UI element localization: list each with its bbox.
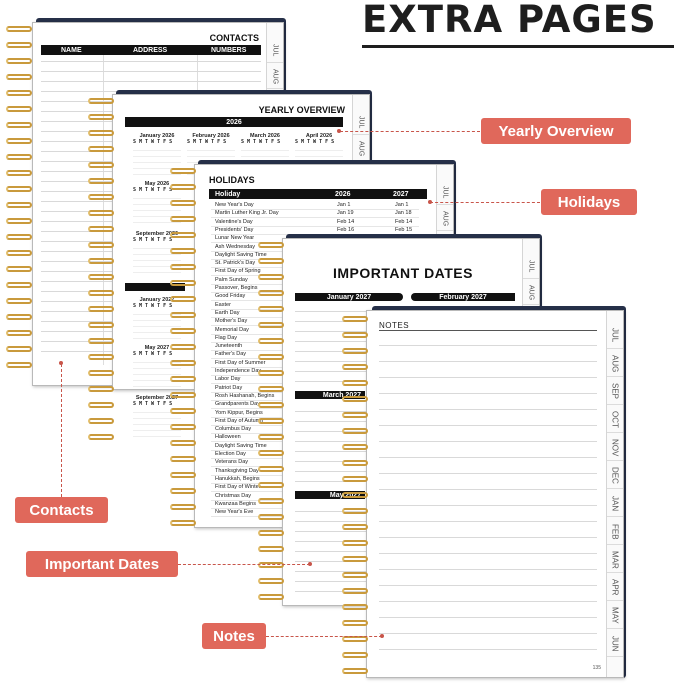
spiral-coil: [342, 652, 368, 658]
yearly-year-bar-2026: [125, 117, 343, 127]
holiday-date-2027: Feb 15: [395, 226, 413, 233]
spiral-coil: [342, 316, 368, 322]
spiral-coil: [258, 354, 284, 360]
ruled-line: [379, 377, 597, 378]
spiral-coil: [170, 456, 196, 462]
callout-holidays-leader: [430, 202, 540, 203]
spiral-coil: [88, 402, 114, 408]
holiday-name: Grandparents Day: [215, 401, 260, 408]
tab-jul[interactable]: JUL: [607, 323, 623, 349]
spiral-coil: [342, 604, 368, 610]
spiral-coil: [170, 328, 196, 334]
important-month-mar-2027: March 2027: [295, 391, 365, 399]
headline: EXTRA PAGES: [362, 0, 657, 41]
spiral-coil: [88, 290, 114, 296]
ruled-line: [379, 345, 597, 346]
spiral-coil: [88, 322, 114, 328]
mini-calendar-title: April 2026: [305, 133, 333, 139]
mini-calendar-title: September 2026: [135, 231, 179, 237]
yearly-spiral: [88, 98, 116, 448]
ruled-line: [379, 601, 597, 602]
holiday-name: Valentine's Day: [215, 218, 253, 225]
spiral-coil: [342, 444, 368, 450]
spiral-coil: [342, 540, 368, 546]
tab-jul[interactable]: JUL: [523, 255, 539, 279]
spiral-coil: [258, 562, 284, 568]
callout-notes-leader: [266, 636, 382, 637]
spiral-coil: [342, 668, 368, 674]
spiral-coil: [258, 578, 284, 584]
spiral-coil: [88, 370, 114, 376]
spiral-coil: [88, 210, 114, 216]
notes-page: [366, 310, 624, 678]
spiral-coil: [6, 218, 32, 224]
spiral-coil: [170, 296, 196, 302]
holiday-name: Daylight Saving Time: [215, 251, 267, 258]
spiral-coil: [342, 588, 368, 594]
tab-oct[interactable]: OCT: [607, 407, 623, 433]
mini-calendar-weekdays: S M T W T F S: [133, 139, 173, 145]
holiday-name: Kwanzaa Begins: [215, 500, 256, 507]
spiral-coil: [258, 370, 284, 376]
ruled-line: [379, 505, 597, 506]
holiday-date-2027: Jan 18: [395, 210, 412, 217]
spiral-coil: [88, 146, 114, 152]
spiral-coil: [88, 194, 114, 200]
notes-page-number: 135: [592, 665, 601, 671]
tab-aug[interactable]: AUG: [267, 65, 283, 89]
spiral-coil: [170, 264, 196, 270]
holiday-name: Palm Sunday: [215, 276, 248, 283]
holiday-name: Veterans Day: [215, 459, 249, 466]
contacts-header-bar: [41, 45, 261, 55]
spiral-coil: [88, 130, 114, 136]
tab-aug[interactable]: AUG: [353, 137, 369, 161]
tab-jun[interactable]: JUN: [607, 631, 623, 657]
ruled-line: [379, 585, 597, 586]
spiral-coil: [88, 114, 114, 120]
callout-contacts: Contacts: [15, 497, 108, 523]
spiral-coil: [342, 364, 368, 370]
ruled-line: [379, 361, 597, 362]
tab-apr[interactable]: APR: [607, 575, 623, 601]
spiral-coil: [342, 412, 368, 418]
spiral-coil: [342, 492, 368, 498]
mini-calendar-weekdays: S M T W T F S: [187, 139, 227, 145]
spiral-coil: [88, 178, 114, 184]
tab-nov[interactable]: NOV: [607, 435, 623, 461]
mini-calendar-weekdays: S M T W T F S: [133, 303, 173, 309]
spiral-coil: [342, 508, 368, 514]
mini-calendar-weekdays: S M T W T F S: [133, 237, 173, 243]
spiral-coil: [170, 392, 196, 398]
spiral-coil: [170, 504, 196, 510]
spiral-coil: [258, 306, 284, 312]
holiday-name: Memorial Day: [215, 326, 249, 333]
spiral-coil: [342, 428, 368, 434]
holiday-name: First Day of Winter: [215, 484, 261, 491]
holiday-name: Earth Day: [215, 309, 240, 316]
spiral-coil: [170, 168, 196, 174]
spiral-coil: [170, 360, 196, 366]
callout-holidays: Holidays: [541, 189, 637, 215]
tab-aug[interactable]: AUG: [437, 207, 453, 231]
ruled-line: [379, 489, 597, 490]
important-spiral: [258, 242, 286, 598]
holiday-name: Independence Day: [215, 368, 262, 374]
holiday-name: Presidents' Day: [215, 226, 254, 233]
mini-calendar-title: March 2026: [250, 133, 280, 139]
important-month-feb-2027: February 2027: [411, 293, 515, 301]
spiral-coil: [88, 306, 114, 312]
tab-mar[interactable]: MAR: [607, 547, 623, 573]
important-month-jan-2027: January 2027: [295, 293, 403, 301]
spiral-coil: [6, 26, 32, 32]
ruled-line: [379, 649, 597, 650]
spiral-coil: [88, 162, 114, 168]
spiral-coil: [6, 314, 32, 320]
spiral-coil: [258, 434, 284, 440]
spiral-coil: [258, 546, 284, 552]
headline-underline: [362, 45, 674, 48]
holiday-name: Labor Day: [215, 376, 241, 383]
callout-important-dot: [308, 562, 312, 566]
callout-yearly-dot: [337, 129, 341, 133]
ruled-line: [41, 81, 261, 82]
holiday-name: New Year's Day: [215, 202, 254, 208]
spiral-coil: [342, 396, 368, 402]
holiday-date-2026: Jan 1: [337, 202, 351, 208]
holiday-name: Thanksgiving Day: [215, 467, 259, 474]
spiral-coil: [258, 482, 284, 488]
spiral-coil: [258, 514, 284, 520]
callout-important-dates: Important Dates: [26, 551, 178, 577]
ruled-line: [379, 409, 597, 410]
holiday-name: Daylight Saving Time: [215, 442, 267, 449]
holidays-col-2026: 2026: [335, 190, 351, 198]
contacts-col-name: NAME: [61, 46, 82, 54]
contacts-spiral: [6, 26, 34, 376]
mini-calendar-weekdays: S M T W T F S: [295, 139, 335, 145]
ruled-line: [41, 71, 261, 72]
holiday-name: Rosh Hashanah, Begins: [215, 392, 275, 399]
holidays-header-bar: [209, 189, 427, 199]
ruled-line: [379, 569, 597, 570]
spiral-coil: [258, 450, 284, 456]
spiral-coil: [6, 282, 32, 288]
notes-tabs: [606, 311, 623, 677]
spiral-coil: [170, 376, 196, 382]
holiday-name: Good Friday: [215, 293, 246, 300]
mini-calendar-title: May 2026: [144, 181, 170, 187]
spiral-coil: [342, 524, 368, 530]
mini-calendar-title: September 2027: [135, 395, 179, 401]
holiday-name: Election Day: [215, 451, 246, 457]
spiral-coil: [258, 258, 284, 264]
holidays-col-2027: 2027: [393, 190, 409, 198]
holiday-name: Halloween: [215, 434, 241, 441]
spiral-coil: [6, 362, 32, 368]
ruled-line: [379, 537, 597, 538]
holiday-name: First Day of Summer: [215, 359, 266, 366]
spiral-coil: [258, 274, 284, 280]
spiral-coil: [170, 472, 196, 478]
holiday-name: Easter: [215, 301, 231, 308]
tab-jul[interactable]: JUL: [353, 111, 369, 135]
spiral-coil: [88, 354, 114, 360]
spiral-coil: [170, 248, 196, 254]
mini-calendar-weekdays: S M T W T F S: [241, 139, 281, 145]
spiral-coil: [170, 344, 196, 350]
tab-jul[interactable]: JUL: [437, 181, 453, 205]
spiral-coil: [342, 332, 368, 338]
spiral-coil: [342, 460, 368, 466]
ruled-line: [379, 457, 597, 458]
holiday-name: New Year's Eve: [215, 509, 254, 516]
ruled-line: [41, 61, 261, 62]
spiral-coil: [6, 234, 32, 240]
callout-important-leader: [178, 564, 310, 565]
mini-calendar-title: May 2027: [144, 345, 170, 351]
spiral-coil: [342, 620, 368, 626]
ruled-line: [379, 633, 597, 634]
callout-notes-dot: [380, 634, 384, 638]
spiral-coil: [258, 290, 284, 296]
holiday-name: First Day of Spring: [215, 268, 261, 275]
spiral-coil: [6, 122, 32, 128]
spiral-coil: [170, 488, 196, 494]
important-title: IMPORTANT DATES: [333, 265, 473, 281]
contacts-title: CONTACTS: [209, 33, 259, 43]
tab-sep[interactable]: SEP: [607, 379, 623, 405]
yearly-year-2026: 2026: [226, 118, 242, 126]
spiral-coil: [6, 186, 32, 192]
spiral-coil: [6, 170, 32, 176]
holiday-name: Father's Day: [215, 351, 247, 358]
spiral-coil: [258, 466, 284, 472]
spiral-coil: [170, 312, 196, 318]
notes-title-rule: [379, 330, 597, 331]
spiral-coil: [170, 424, 196, 430]
spiral-coil: [6, 346, 32, 352]
holiday-name: Juneteenth: [215, 343, 243, 350]
mini-calendar-title: January 2026: [139, 133, 175, 139]
holiday-name: Patriot Day: [215, 384, 243, 391]
spiral-coil: [6, 138, 32, 144]
spiral-coil: [6, 42, 32, 48]
spiral-coil: [170, 184, 196, 190]
holiday-name: Martin Luther King Jr. Day: [215, 210, 279, 217]
holiday-name: Passover, Begins: [215, 285, 258, 291]
holiday-name: Columbus Day: [215, 426, 252, 433]
callout-contacts-dot: [59, 361, 63, 365]
mini-calendar-title: February 2026: [192, 133, 230, 139]
spiral-coil: [258, 386, 284, 392]
ruled-line: [379, 425, 597, 426]
mini-calendar-weekdays: S M T W T F S: [133, 351, 173, 357]
holiday-date-2027: Feb 14: [395, 218, 413, 225]
spiral-coil: [258, 530, 284, 536]
spiral-coil: [170, 216, 196, 222]
mini-calendar-title: January 2027: [139, 297, 175, 303]
spiral-coil: [170, 440, 196, 446]
ruled-line: [379, 441, 597, 442]
holiday-name: St. Patrick's Day: [215, 260, 256, 267]
holiday-name: Hanukkah, Begins: [215, 475, 260, 482]
callout-holidays-dot: [428, 200, 432, 204]
mini-calendar-weekdays: S M T W T F S: [133, 401, 173, 407]
spiral-coil: [258, 338, 284, 344]
tab-jan[interactable]: JAN: [607, 491, 623, 517]
spiral-coil: [88, 274, 114, 280]
spiral-coil: [170, 408, 196, 414]
ruled-line: [379, 553, 597, 554]
spiral-coil: [6, 74, 32, 80]
ruled-line: [379, 617, 597, 618]
holiday-date-2026: Feb 16: [337, 226, 355, 233]
yearly-title: YEARLY OVERVIEW: [258, 105, 345, 115]
spiral-coil: [342, 348, 368, 354]
spiral-coil: [258, 402, 284, 408]
callout-yearly-leader: [340, 131, 480, 132]
callout-notes: Notes: [202, 623, 266, 649]
important-month-may-2027: May 2027: [295, 491, 365, 499]
mini-calendar-weekdays: S M T W T F S: [133, 187, 173, 193]
spiral-coil: [6, 266, 32, 272]
holiday-name: Lunar New Year: [215, 235, 255, 242]
holiday-name: Ash Wednesday: [215, 243, 255, 250]
spiral-coil: [170, 232, 196, 238]
spiral-coil: [88, 386, 114, 392]
ruled-line: [379, 521, 597, 522]
spiral-coil: [170, 280, 196, 286]
spiral-coil: [342, 476, 368, 482]
ruled-line: [379, 393, 597, 394]
spiral-coil: [88, 242, 114, 248]
spiral-coil: [6, 106, 32, 112]
spiral-coil: [342, 572, 368, 578]
spiral-coil: [342, 556, 368, 562]
callout-yearly-overview: Yearly Overview: [481, 118, 631, 144]
spiral-coil: [258, 322, 284, 328]
holiday-name: Mother's Day: [215, 318, 248, 325]
spiral-coil: [170, 200, 196, 206]
spiral-coil: [170, 520, 196, 526]
tab-dec[interactable]: DEC: [607, 463, 623, 489]
tab-may[interactable]: MAY: [607, 603, 623, 629]
spiral-coil: [88, 258, 114, 264]
holiday-date-2027: Jan 1: [395, 202, 409, 208]
holiday-date-2026: Jan 19: [337, 210, 354, 217]
spiral-coil: [6, 58, 32, 64]
spiral-coil: [6, 90, 32, 96]
spiral-coil: [6, 250, 32, 256]
spiral-coil: [258, 242, 284, 248]
tab-aug[interactable]: AUG: [523, 281, 539, 305]
contacts-col-numbers: NUMBERS: [211, 46, 247, 54]
spiral-coil: [6, 154, 32, 160]
contacts-col-address: ADDRESS: [133, 46, 168, 54]
callout-contacts-leader-v: [61, 364, 62, 497]
notes-spiral: [342, 316, 370, 672]
spiral-coil: [258, 594, 284, 600]
holiday-name: Christmas Day: [215, 492, 252, 499]
spiral-coil: [6, 202, 32, 208]
spiral-coil: [258, 498, 284, 504]
spiral-coil: [88, 418, 114, 424]
tab-aug[interactable]: AUG: [607, 351, 623, 377]
spiral-coil: [6, 298, 32, 304]
tab-feb[interactable]: FEB: [607, 519, 623, 545]
spiral-coil: [88, 338, 114, 344]
holiday-name: Flag Day: [215, 334, 238, 341]
spiral-coil: [342, 380, 368, 386]
spiral-coil: [88, 434, 114, 440]
spiral-coil: [88, 226, 114, 232]
holiday-date-2026: Feb 14: [337, 218, 355, 225]
spiral-coil: [258, 418, 284, 424]
holiday-name: First Day of Autumn: [215, 417, 264, 424]
ruled-line: [379, 473, 597, 474]
holidays-col-holiday: Holiday: [215, 190, 241, 198]
holidays-spiral: [170, 168, 198, 524]
holiday-name: Yom Kippur, Begins: [215, 409, 263, 416]
holidays-title: HOLIDAYS: [209, 175, 255, 185]
spiral-coil: [6, 330, 32, 336]
spiral-coil: [88, 98, 114, 104]
tab-jul[interactable]: JUL: [267, 39, 283, 63]
notes-title: NOTES: [379, 321, 410, 330]
